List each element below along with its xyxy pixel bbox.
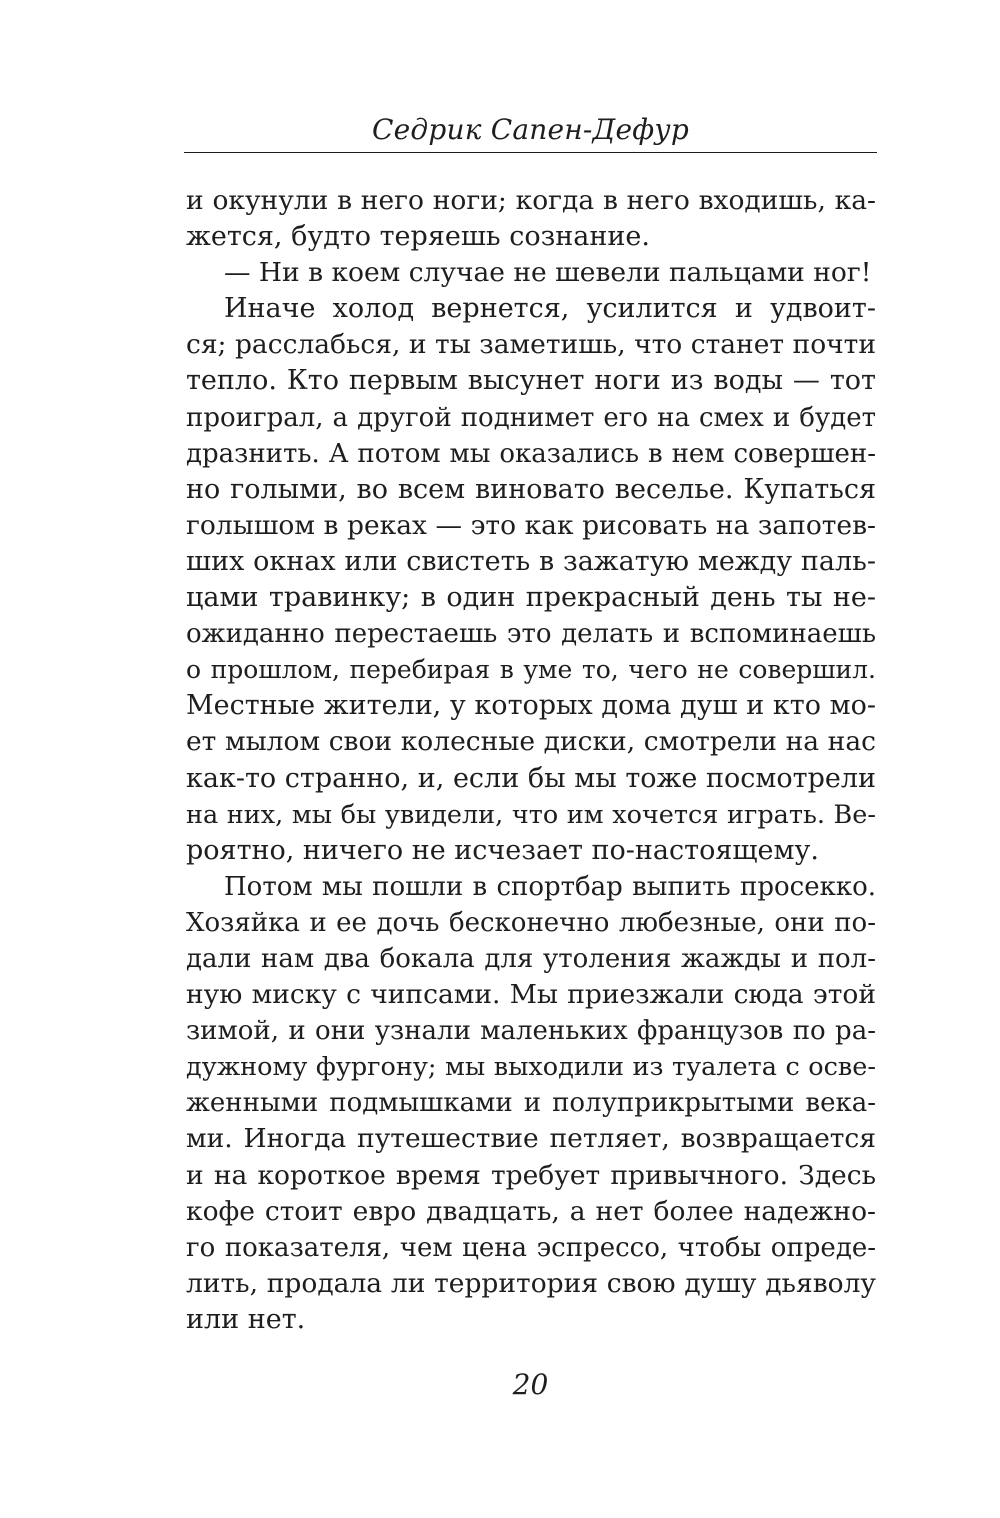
text-line: роятно, ничего не исчезает по-настоящему. <box>186 834 819 866</box>
text-line: женными подмышками и полуприкрытыми века- <box>186 1088 876 1119</box>
page-number: 20 <box>512 1368 549 1401</box>
text-line: проиграл, а другой поднимет его на смех и будет <box>186 402 876 433</box>
text-line: ми. Иногда путешествие петляет, возвращается <box>186 1123 876 1155</box>
text-line: о прошлом, перебирая в уме то, чего не совершил. <box>186 655 876 685</box>
text-line: Потом мы пошли в спортбар выпить просекко. <box>224 871 876 902</box>
text-line: Иначе холод вернется, усилится и удвоит- <box>224 293 876 325</box>
text-line: го показателя, чем цена эспрессо, чтобы опреде- <box>186 1232 876 1263</box>
text-line: кофе стоит евро двадцать, а нет более надежно- <box>186 1195 876 1227</box>
text-line: ших окнах или свистеть в зажатую между паль- <box>186 545 876 577</box>
running-head-author: Седрик Сапен-Дефур <box>372 113 689 146</box>
text-line: и на короткое время требует привычного. Здесь <box>186 1159 876 1191</box>
text-line: но голыми, во всем виновато веселье. Купаться <box>186 473 876 505</box>
body-text <box>186 183 876 1338</box>
text-line: дали нам два бокала для утоления жажды и пол- <box>186 943 876 974</box>
text-line: — Ни в коем случае не шевели пальцами ног! <box>224 257 872 289</box>
text-line: или нет. <box>186 1303 306 1335</box>
text-line: цами травинку; в один прекрасный день ты не- <box>186 582 876 614</box>
text-line: дразнить. А потом мы оказались в нем совершен- <box>186 438 876 469</box>
text-line: и окунули в него ноги; когда в него входишь, ка- <box>186 185 876 216</box>
text-line: на них, мы бы увидели, что им хочется играть. Ве- <box>186 799 876 830</box>
text-line: ожиданно перестаешь это делать и вспоминаешь <box>186 619 876 650</box>
text-line: лить, продала ли территория свою душу дьяволу <box>186 1267 876 1299</box>
text-line: Местные жители, у которых дома душ и кто мо- <box>186 690 876 722</box>
text-line: ся; расслабься, и ты заметишь, что станет почти <box>186 329 876 361</box>
text-line: зимой, и они узнали маленьких французов по ра- <box>186 1016 876 1047</box>
text-line: как-то странно, и, если бы мы тоже посмотрели <box>186 762 876 794</box>
text-line: жется, будто теряешь сознание. <box>186 221 650 253</box>
text-line: ную миску с чипсами. Мы приезжали сюда этой <box>186 979 876 1011</box>
text-line: ет мылом свои колесные диски, смотрели на нас <box>186 726 876 758</box>
text-line: Хозяйка и ее дочь бесконечно любезные, они по- <box>186 907 876 938</box>
text-line: голышом в реках — это как рисовать на запотев- <box>186 509 876 541</box>
text-line: дужному фургону; мы выходили из туалета с осве- <box>186 1052 876 1083</box>
header-rule <box>184 152 877 153</box>
text-line: тепло. Кто первым высунет ноги из воды — тот <box>186 365 876 397</box>
